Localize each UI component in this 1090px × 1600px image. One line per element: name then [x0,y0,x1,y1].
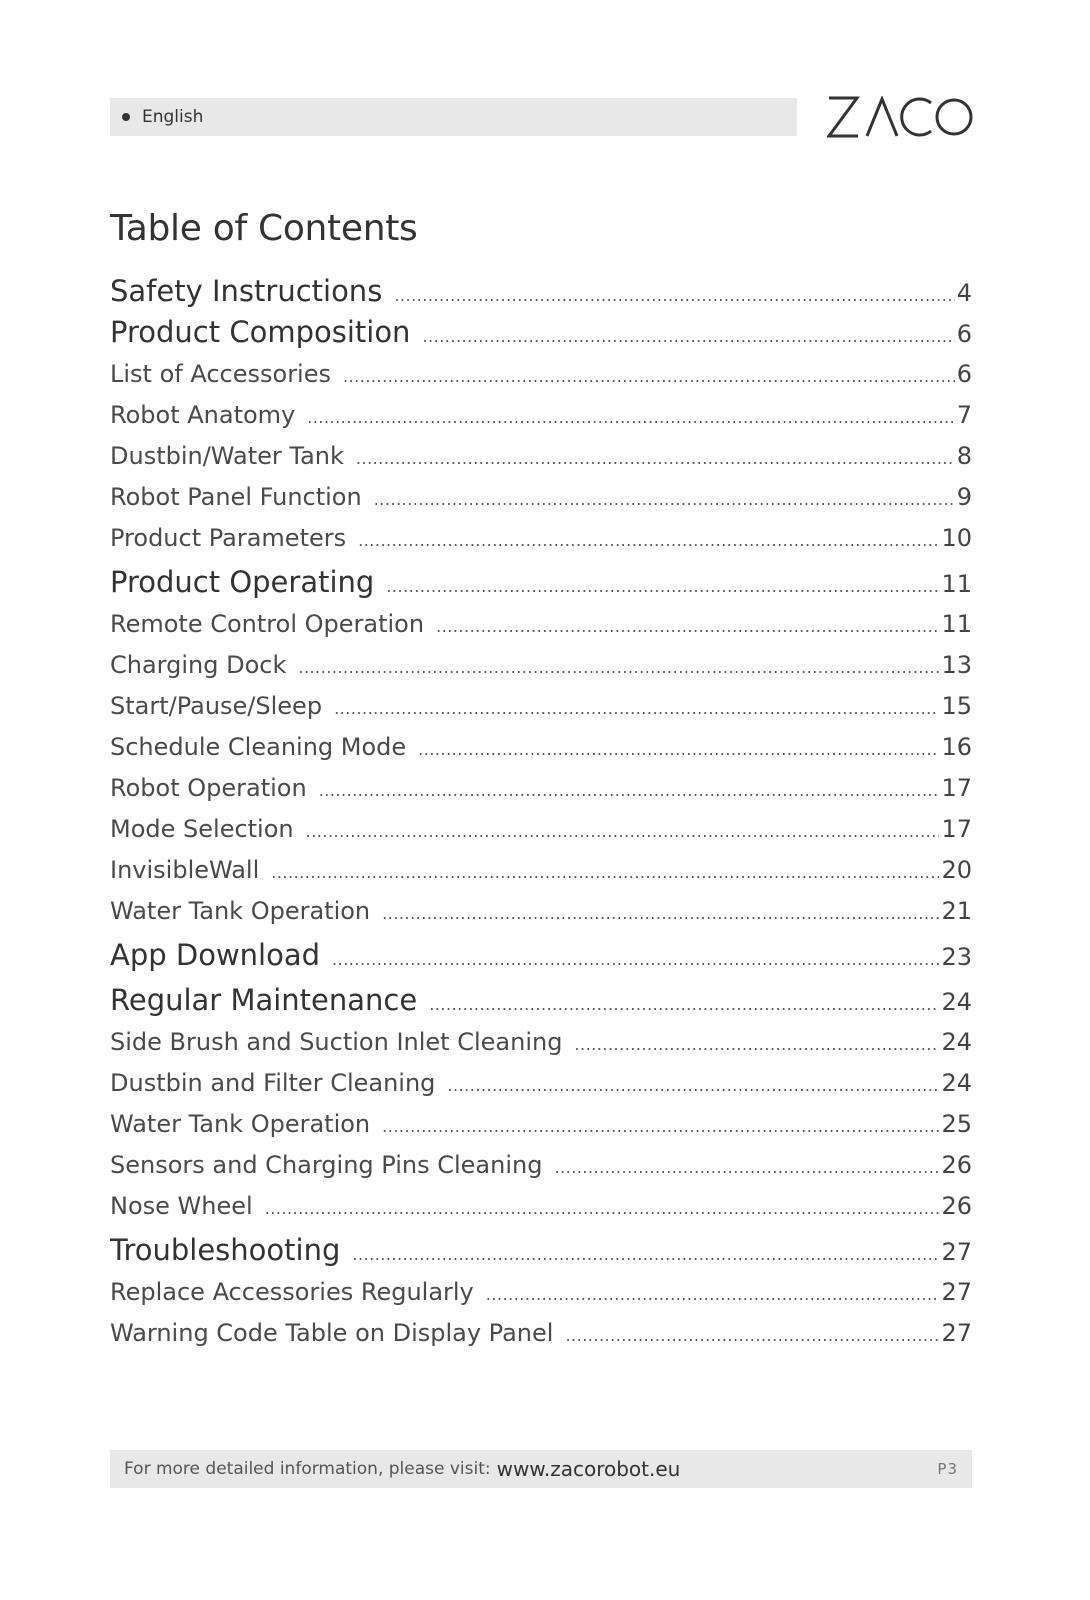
toc-entry-page: 26 [941,1151,972,1179]
dot-leader [334,701,939,717]
toc-entry-page: 26 [941,1192,972,1220]
page-title: Table of Contents [110,208,418,249]
dot-leader [352,1247,939,1263]
page-number: P3 [937,1460,958,1478]
toc-entry-page: 11 [941,610,972,638]
dot-leader [418,742,939,758]
toc-entry[interactable] [110,897,972,938]
toc-entry-page: 17 [941,815,972,843]
dot-leader [429,997,939,1013]
toc-entry[interactable] [110,692,972,733]
dot-leader [394,288,954,304]
zaco-logo [827,96,973,138]
toc-entry-label: Robot Panel Function [110,483,362,511]
toc-entry-page: 11 [941,570,972,598]
toc-entry-label: Product Parameters [110,524,347,552]
toc-entry-page: 27 [941,1319,972,1347]
toc-entry[interactable] [110,315,972,360]
toc-entry-page: 6 [956,360,972,388]
toc-entry-page: 17 [941,774,972,802]
toc-entry-label: Robot Operation [110,774,307,802]
toc-entry-label: Regular Maintenance [110,983,418,1017]
toc-entry-label: Dustbin and Filter Cleaning [110,1069,436,1097]
toc-entry-page: 15 [941,692,972,720]
dot-leader [319,783,940,799]
toc-entry[interactable] [110,274,972,315]
toc-entry-label: Water Tank Operation [110,1110,371,1138]
dot-leader [436,619,939,635]
toc-entry[interactable] [110,1233,972,1278]
toc-entry-page: 10 [941,524,972,552]
toc-entry-label: Water Tank Operation [110,897,371,925]
toc-entry-page: 8 [956,442,972,470]
dot-leader [486,1287,940,1303]
dot-leader [306,824,940,840]
toc-entry-page: 27 [941,1238,972,1266]
toc-entry-page: 21 [941,897,972,925]
dot-leader [332,952,939,968]
toc-entry-page: 16 [941,733,972,761]
toc-entry[interactable] [110,983,972,1028]
toc-entry[interactable] [110,651,972,692]
footer-url-link[interactable]: www.zacorobot.eu [496,1457,681,1481]
dot-leader [358,533,939,549]
toc-entry-page: 6 [956,320,972,348]
dot-leader [374,492,955,508]
language-bar [110,98,797,136]
toc-entry-label: List of Accessories [110,360,331,388]
footer-bar [110,1450,972,1488]
dot-leader [574,1037,939,1053]
toc-entry-label: Robot Anatomy [110,401,296,429]
dot-leader [565,1328,939,1344]
toc-entry[interactable] [110,856,972,897]
dot-leader [356,451,955,467]
toc-entry-label: Replace Accessories Regularly [110,1278,474,1306]
dot-leader [382,906,939,922]
toc-entry[interactable] [110,565,972,610]
language-label: English [142,107,204,127]
toc-entry-label: Mode Selection [110,815,294,843]
toc-entry-page: 4 [956,279,972,307]
toc-entry-label: Charging Dock [110,651,287,679]
bullet-icon [122,113,130,121]
toc-entry-label: InvisibleWall [110,856,260,884]
toc-entry[interactable] [110,815,972,856]
dot-leader [343,369,955,385]
toc-entry[interactable] [110,1069,972,1110]
dot-leader [554,1160,939,1176]
dot-leader [386,579,939,595]
toc-entry-label: Start/Pause/Sleep [110,692,323,720]
toc-entry-page: 13 [941,651,972,679]
toc-entry[interactable] [110,442,972,483]
toc-entry[interactable] [110,401,972,442]
toc-entry-label: Product Composition [110,315,411,349]
toc-entry[interactable] [110,610,972,651]
toc-entry-label: Sensors and Charging Pins Cleaning [110,1151,543,1179]
toc-entry[interactable] [110,733,972,774]
toc-entry[interactable] [110,938,972,983]
toc-entry-label: App Download [110,938,321,972]
toc-entry[interactable] [110,483,972,524]
toc-entry-label: Remote Control Operation [110,610,425,638]
toc-entry-page: 24 [941,988,972,1016]
toc-entry-page: 23 [941,943,972,971]
footer-text: For more detailed information, please visit: [124,1459,491,1479]
toc-entry-label: Product Operating [110,565,375,599]
toc-entry[interactable] [110,524,972,565]
toc-entry-label: Schedule Cleaning Mode [110,733,407,761]
toc-entry[interactable] [110,774,972,815]
dot-leader [422,329,954,345]
toc-entry-page: 27 [941,1278,972,1306]
dot-leader [265,1201,940,1217]
toc-entry-label: Warning Code Table on Display Panel [110,1319,554,1347]
toc-entry-page: 7 [956,401,972,429]
toc-entry-label: Nose Wheel [110,1192,253,1220]
toc-entry[interactable] [110,1192,972,1233]
dot-leader [307,410,954,426]
toc-entry[interactable] [110,1319,972,1360]
dot-leader [447,1078,939,1094]
toc-entry-page: 24 [941,1028,972,1056]
dot-leader [298,660,939,676]
toc-entry-label: Safety Instructions [110,274,383,308]
dot-leader [382,1119,939,1135]
toc-entry-label: Dustbin/Water Tank [110,442,344,470]
table-of-contents [110,274,972,1360]
toc-entry-page: 25 [941,1110,972,1138]
toc-entry[interactable] [110,1151,972,1192]
toc-entry-page: 20 [941,856,972,884]
toc-entry-page: 24 [941,1069,972,1097]
toc-entry-label: Troubleshooting [110,1233,341,1267]
dot-leader [271,865,939,881]
toc-entry-label: Side Brush and Suction Inlet Cleaning [110,1028,563,1056]
toc-entry[interactable] [110,1278,972,1319]
toc-entry[interactable] [110,360,972,401]
toc-entry-page: 9 [956,483,972,511]
toc-entry[interactable] [110,1110,972,1151]
toc-entry[interactable] [110,1028,972,1069]
